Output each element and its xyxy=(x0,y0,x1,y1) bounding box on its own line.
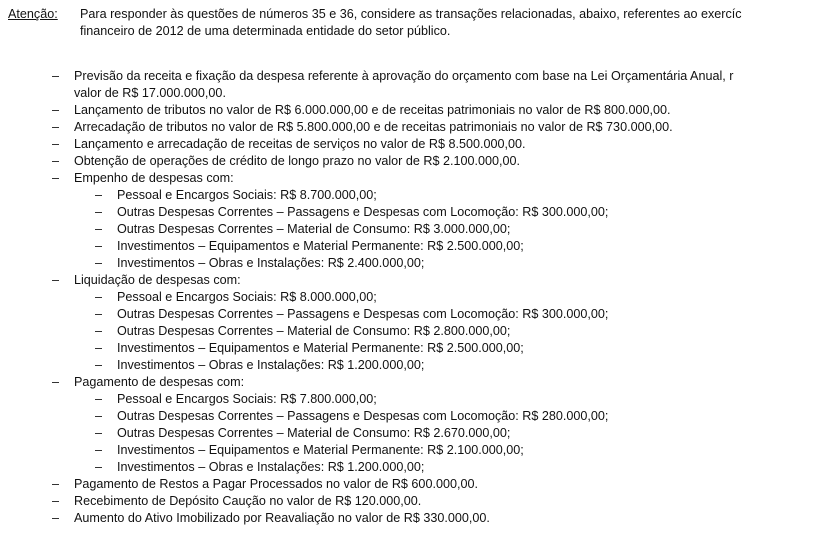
dash-bullet: – xyxy=(52,171,60,185)
dash-bullet: – xyxy=(52,477,60,491)
attention-intro-line-2: financeiro de 2012 de uma determinada entidade do setor público. xyxy=(80,24,451,38)
list-item xyxy=(0,153,821,170)
dash-bullet: – xyxy=(52,494,60,508)
list-item-line-1: Previsão da receita e fixação da despesa referente à aprovação do orçamento com base na Lei Orçamentária Anual, r xyxy=(74,69,734,83)
dash-bullet: – xyxy=(52,154,60,168)
list-item-text: Obtenção de operações de crédito de longo prazo no valor de R$ 2.100.000,00. xyxy=(74,154,520,168)
dash-bullet: – xyxy=(95,409,103,423)
list-item-group-heading xyxy=(0,170,821,187)
dash-bullet: – xyxy=(52,137,60,151)
list-item-text: Lançamento de tributos no valor de R$ 6.000.000,00 e de receitas patrimoniais no valor de R$ 800.000,00. xyxy=(74,103,671,117)
sub-list-item-text: Investimentos – Obras e Instalações: R$ 1.200.000,00; xyxy=(117,358,425,372)
sub-list-item xyxy=(0,340,821,357)
dash-bullet: – xyxy=(52,273,60,287)
list-item-line-2: valor de R$ 17.000.000,00. xyxy=(74,86,226,100)
dash-bullet: – xyxy=(95,307,103,321)
dash-bullet: – xyxy=(95,324,103,338)
sub-list-item xyxy=(0,357,821,374)
list-item xyxy=(0,493,821,510)
dash-bullet: – xyxy=(52,511,60,525)
list-item xyxy=(0,119,821,136)
list-item xyxy=(0,102,821,119)
sub-list-item-text: Investimentos – Obras e Instalações: R$ 2.400.000,00; xyxy=(117,256,425,270)
dash-bullet: – xyxy=(52,375,60,389)
sub-list-item xyxy=(0,323,821,340)
dash-bullet: – xyxy=(95,460,103,474)
sub-list-item xyxy=(0,187,821,204)
sub-list-item xyxy=(0,238,821,255)
dash-bullet: – xyxy=(95,358,103,372)
list-item-group-heading xyxy=(0,272,821,289)
transactions-list xyxy=(0,68,821,527)
list-item-text: Pagamento de Restos a Pagar Processados no valor de R$ 600.000,00. xyxy=(74,477,478,491)
list-item xyxy=(0,68,821,102)
sub-list-item-text: Investimentos – Equipamentos e Material Permanente: R$ 2.500.000,00; xyxy=(117,341,524,355)
sub-list-item xyxy=(0,459,821,476)
attention-label: Atenção: xyxy=(8,7,58,21)
sub-list-item xyxy=(0,391,821,408)
list-item-text: Recebimento de Depósito Caução no valor de R$ 120.000,00. xyxy=(74,494,422,508)
dash-bullet: – xyxy=(52,103,60,117)
sub-list-item-text: Pessoal e Encargos Sociais: R$ 8.000.000,00; xyxy=(117,290,377,304)
sub-list-item xyxy=(0,289,821,306)
sub-list-item-text: Pessoal e Encargos Sociais: R$ 8.700.000,00; xyxy=(117,188,377,202)
list-item xyxy=(0,510,821,527)
list-item-text: Pagamento de despesas com: xyxy=(74,375,245,389)
dash-bullet: – xyxy=(95,290,103,304)
sub-list-item xyxy=(0,255,821,272)
dash-bullet: – xyxy=(95,222,103,236)
dash-bullet: – xyxy=(95,443,103,457)
sub-list-item-text: Pessoal e Encargos Sociais: R$ 7.800.000,00; xyxy=(117,392,377,406)
sub-list-item-text: Investimentos – Equipamentos e Material Permanente: R$ 2.500.000,00; xyxy=(117,239,524,253)
dash-bullet: – xyxy=(95,426,103,440)
sub-list-item-text: Investimentos – Equipamentos e Material Permanente: R$ 2.100.000,00; xyxy=(117,443,524,457)
attention-intro-text xyxy=(80,6,742,40)
sub-list-item-text: Outras Despesas Correntes – Passagens e Despesas com Locomoção: R$ 280.000,00; xyxy=(117,409,609,423)
dash-bullet: – xyxy=(95,392,103,406)
attention-intro-line-1: Para responder às questões de números 35 e 36, considere as transações relacionadas, abaixo, referentes ao exercíc xyxy=(80,7,742,21)
dash-bullet: – xyxy=(52,120,60,134)
dash-bullet: – xyxy=(95,256,103,270)
sub-list-item xyxy=(0,408,821,425)
sub-list-item-text: Outras Despesas Correntes – Passagens e Despesas com Locomoção: R$ 300.000,00; xyxy=(117,205,609,219)
list-item-text xyxy=(74,68,733,102)
sub-list-item-text: Outras Despesas Correntes – Material de Consumo: R$ 3.000.000,00; xyxy=(117,222,511,236)
sub-list-item-text: Investimentos – Obras e Instalações: R$ 1.200.000,00; xyxy=(117,460,425,474)
sub-list-item xyxy=(0,221,821,238)
dash-bullet: – xyxy=(95,239,103,253)
list-item-text: Arrecadação de tributos no valor de R$ 5.800.000,00 e de receitas patrimoniais no valor de R$ 730.000,00. xyxy=(74,120,673,134)
dash-bullet: – xyxy=(95,341,103,355)
sub-list-item-text: Outras Despesas Correntes – Material de Consumo: R$ 2.670.000,00; xyxy=(117,426,511,440)
list-item-text: Liquidação de despesas com: xyxy=(74,273,241,287)
list-item xyxy=(0,476,821,493)
sub-list-item-text: Outras Despesas Correntes – Material de Consumo: R$ 2.800.000,00; xyxy=(117,324,511,338)
list-item xyxy=(0,136,821,153)
sub-list-item xyxy=(0,306,821,323)
list-item-text: Aumento do Ativo Imobilizado por Reavaliação no valor de R$ 330.000,00. xyxy=(74,511,490,525)
sub-list-item xyxy=(0,442,821,459)
list-item-group-heading xyxy=(0,374,821,391)
list-item-text: Lançamento e arrecadação de receitas de serviços no valor de R$ 8.500.000,00. xyxy=(74,137,526,151)
sub-list-item-text: Outras Despesas Correntes – Passagens e Despesas com Locomoção: R$ 300.000,00; xyxy=(117,307,609,321)
sub-list-item xyxy=(0,425,821,442)
dash-bullet: – xyxy=(95,205,103,219)
dash-bullet: – xyxy=(95,188,103,202)
list-item-text: Empenho de despesas com: xyxy=(74,171,234,185)
dash-bullet: – xyxy=(52,69,60,83)
sub-list-item xyxy=(0,204,821,221)
